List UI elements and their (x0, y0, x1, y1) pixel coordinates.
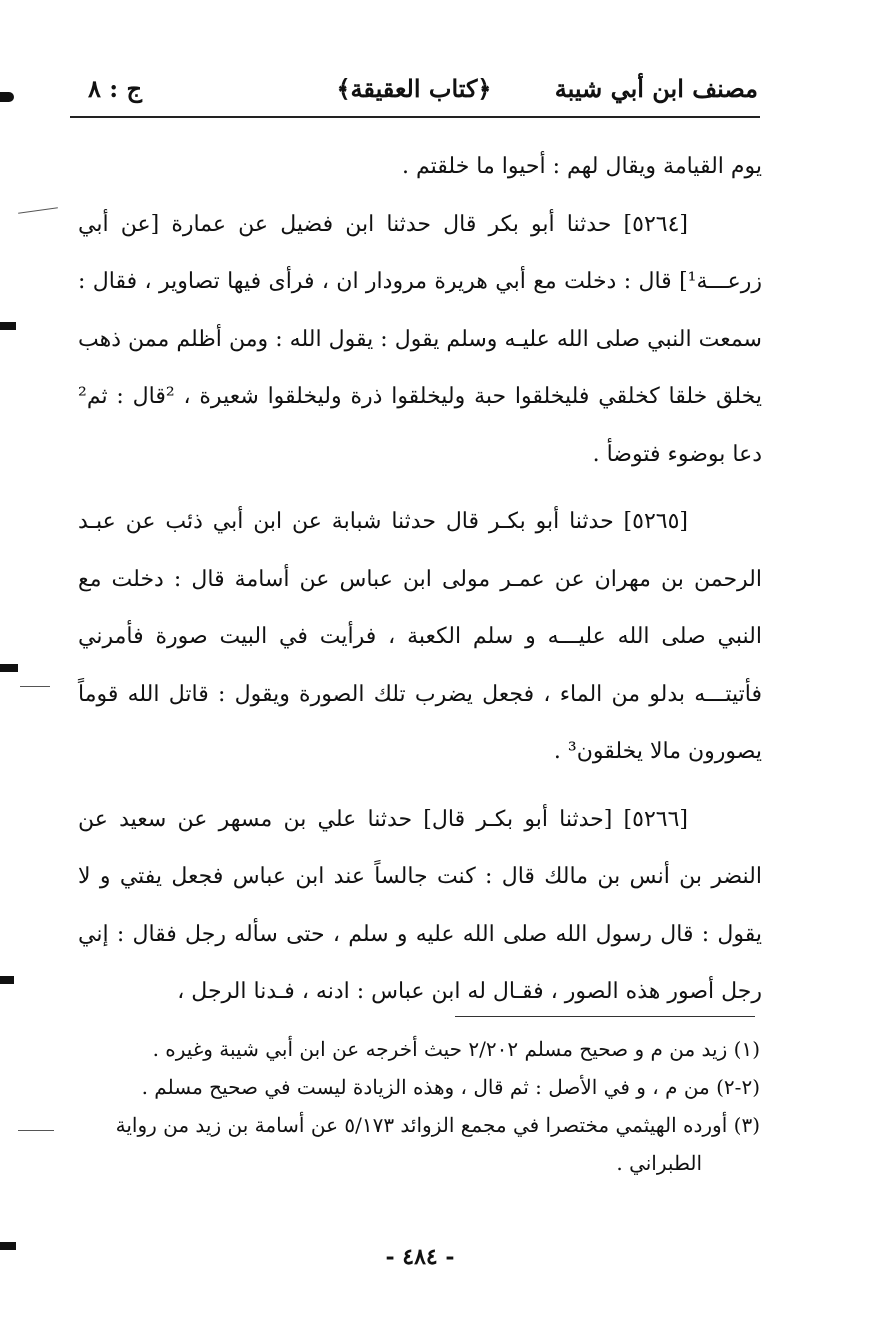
binding-mark (0, 1242, 16, 1250)
footnote-1: (١) زيد من م و صحيح مسلم ٢/٢٠٢ حيث أخرجه عن ابن أبي شيبة وغيره . (152, 1037, 760, 1061)
binding-mark (0, 92, 14, 102)
margin-scratch (18, 1130, 54, 1131)
margin-scratch (18, 207, 58, 214)
footnote-rule (455, 1016, 755, 1017)
footnote-3-continuation: الطبراني . (616, 1151, 702, 1175)
book-title: مصنف ابن أبي شيبة (554, 74, 758, 103)
paragraph-continuation: يوم القيامة ويقال لهم : أحيوا ما خلقتم . (402, 154, 762, 179)
footnotes (80, 1030, 760, 1182)
page-number: - ٤٨٤ - (385, 1244, 455, 1270)
binding-mark (0, 322, 16, 330)
header-rule (70, 116, 760, 118)
main-text (78, 138, 762, 1021)
volume-number: ج : ٨ (88, 74, 142, 103)
footnote-2: (٢-٢) من م ، و في الأصل : ثم قال ، وهذه الزيادة ليست في صحيح مسلم . (141, 1075, 760, 1099)
margin-scratch (20, 686, 50, 687)
footnote-3: (٣) أورده الهيثمي مختصرا في مجمع الزوائد ٥/١٧٣ عن أسامة بن زيد من رواية (115, 1113, 760, 1137)
hadith-5265: [٥٢٦٥] حدثنا أبو بكـر قال حدثنا شبابة عن ابن أبي ذئب عن عبـد الرحمن بن مهران عن عمـر مولى ابن عباس عن أسامة قال : دخلت مع النبي صلى الله عليـــه و سلم الكعبة ، فرأيت في البيت صورة فأمرني فأتيتـــه بدلو من الماء ، فجعل يضرب تلك الصورة ويقول : قاتل الله قوماً يصورون مالا يخلقون³ . (78, 509, 762, 764)
hadith-5266: [٥٢٦٦] [حدثنا أبو بكـر قال] حدثنا علي بن مسهر عن سعيد عن النضر بن أنس بن مالك قال : كنت جالساً عند ابن عباس فجعل يفتي و لا يقول : قال رسول الله صلى الله عليه و سلم ، حتى سأله رجل فقال : إني رجل أصور هذه الصور ، فقـال له ابن عباس : ادنه ، فـدنا الرجل ، (78, 806, 762, 1004)
running-header (70, 68, 758, 120)
binding-mark (0, 664, 18, 672)
chapter-title: ﴿كتاب العقيقة﴾ (336, 74, 492, 103)
hadith-5264: [٥٢٦٤] حدثنا أبو بكر قال حدثنا ابن فضيل عن عمارة [عن أبي زرعـــة¹] قال : دخلت مع أبي هريرة مرودار ان ، فرأى فيها تصاوير ، فقال : سمعت النبي صلى الله عليـه وسلم يقول : يقول الله : ومن أظلم ممن ذهب يخلق خلقا كخلقي فليخلقوا حبة وليخلقوا ذرة وليخلقوا شعيرة ، ²قال : ثم² دعا بوضوء فتوضأ . (78, 211, 762, 467)
binding-mark (0, 976, 14, 984)
